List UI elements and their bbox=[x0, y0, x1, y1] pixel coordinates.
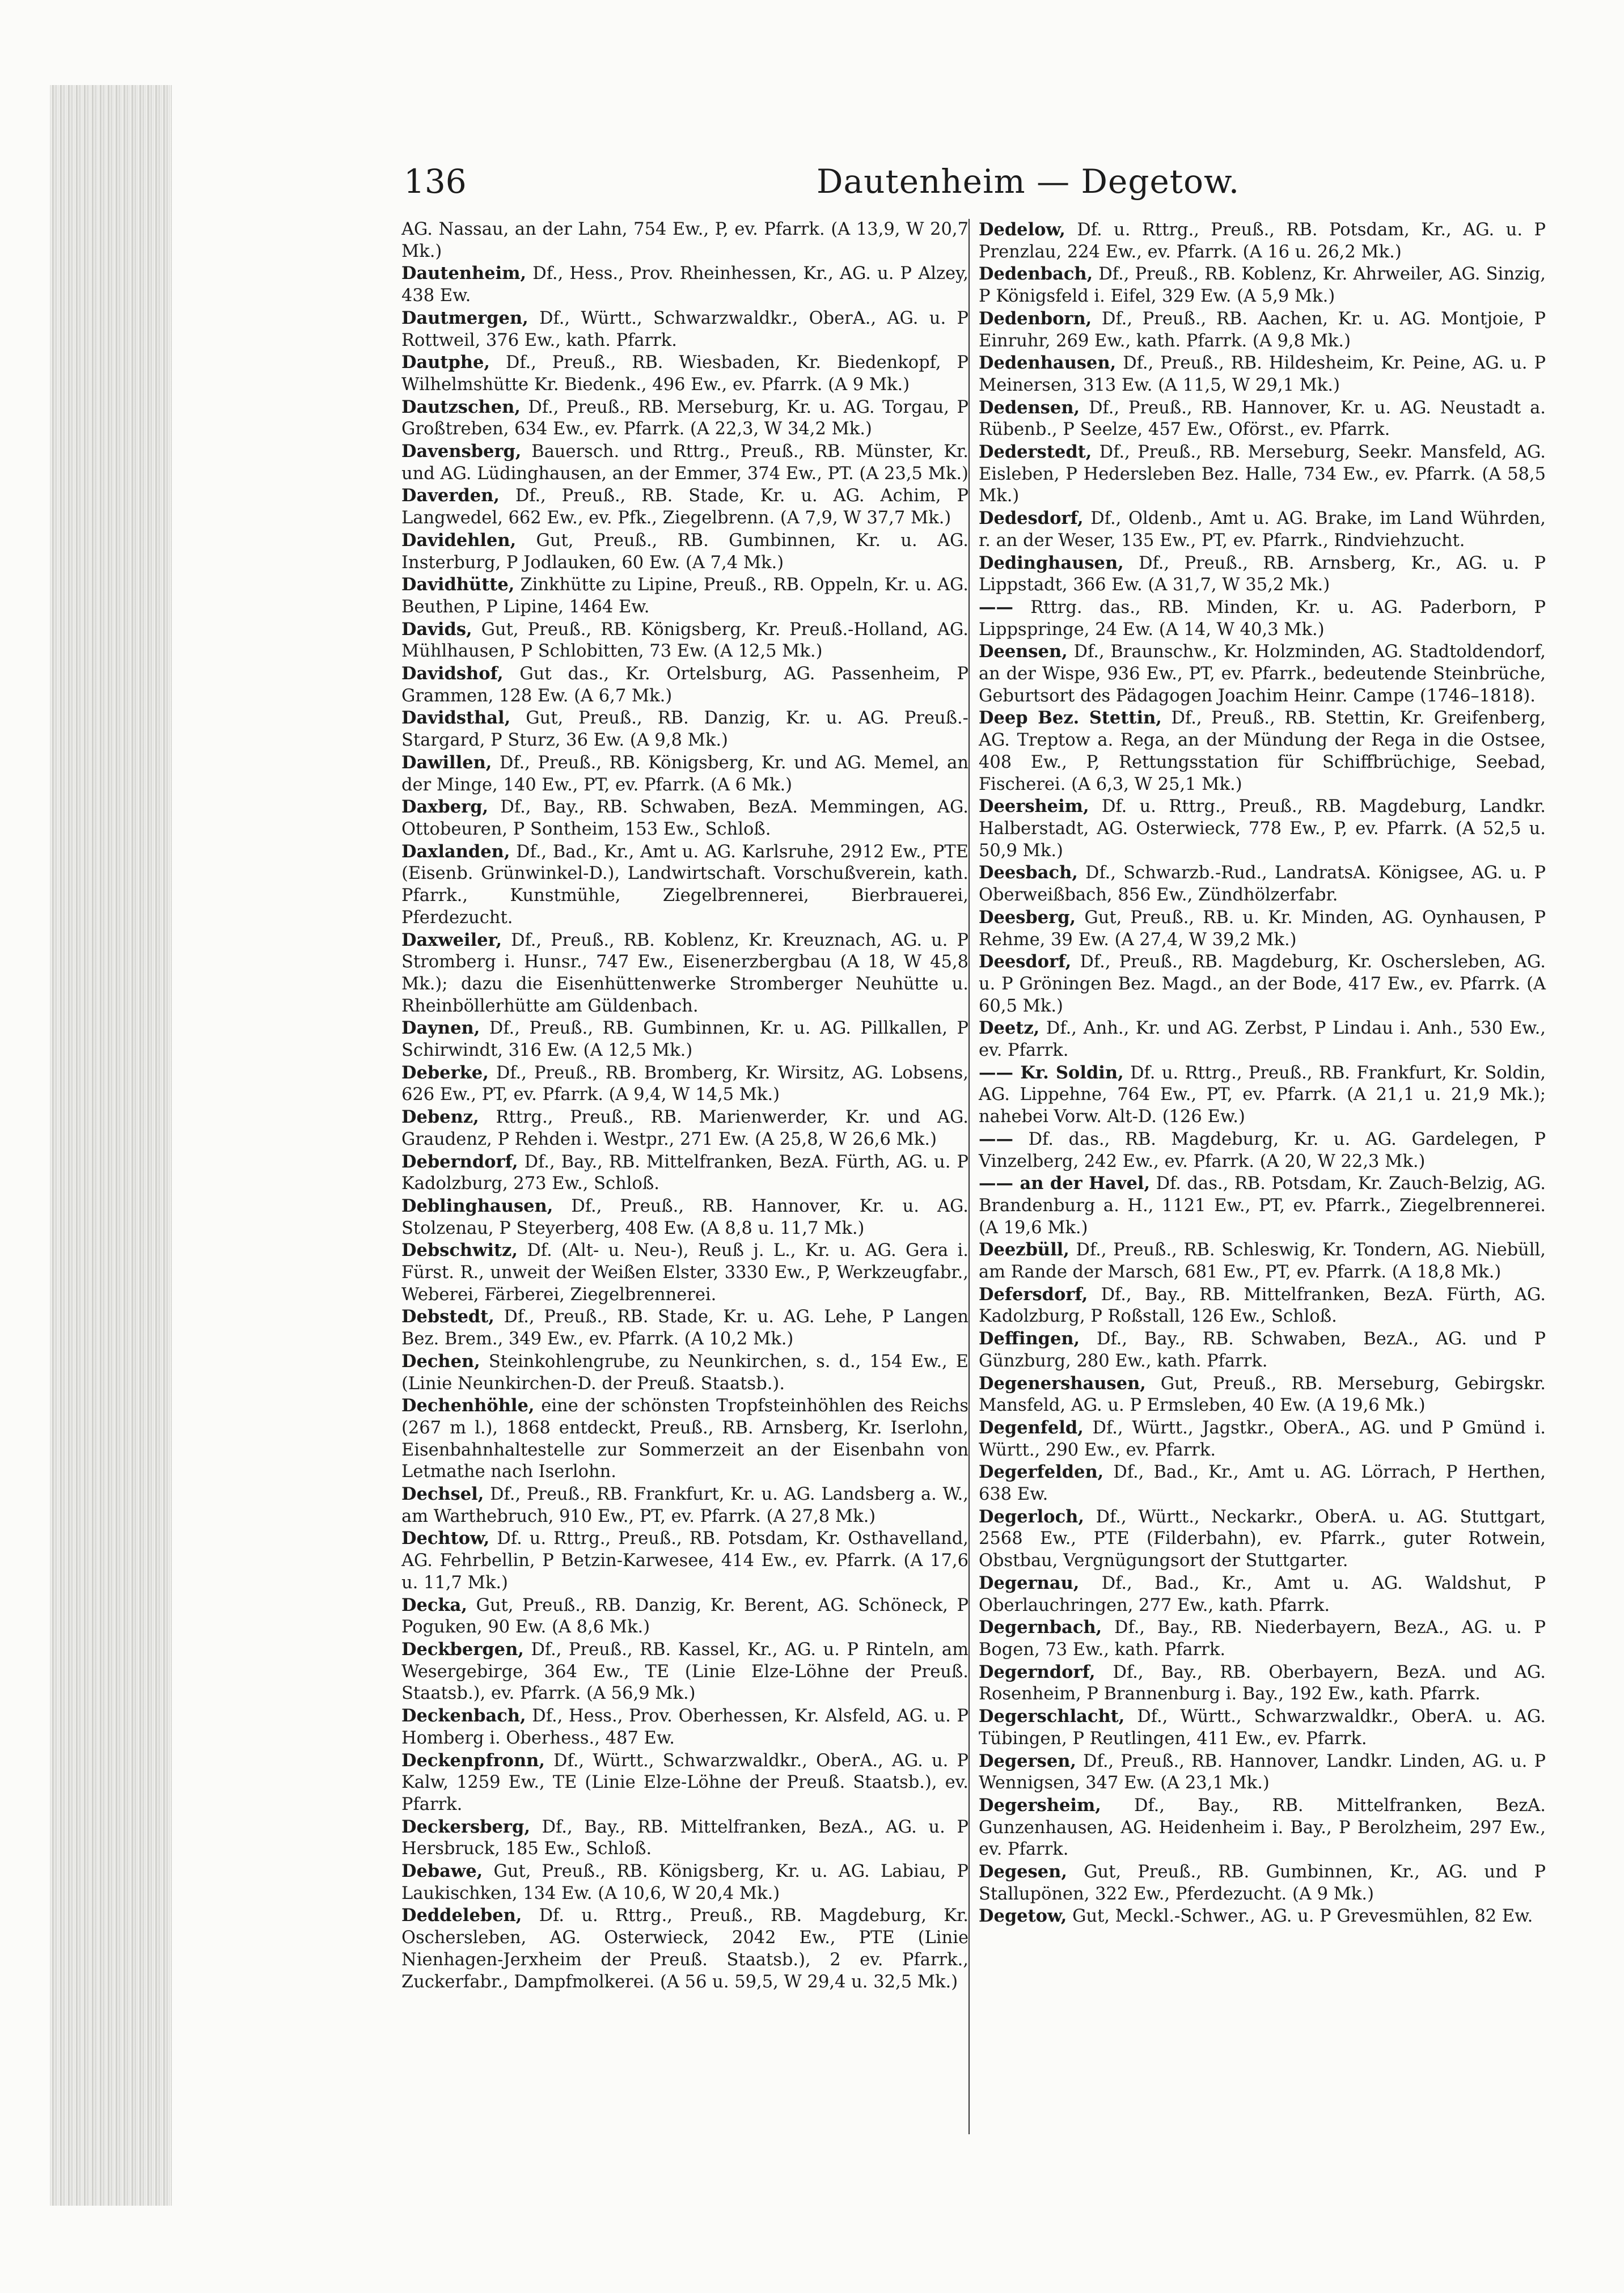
gazetteer-entry bbox=[401, 263, 969, 307]
gazetteer-entry bbox=[979, 1750, 1546, 1795]
entry-text: Df., Preuß., RB. Schleswig, Kr. Tondern, AG. Niebüll, am Rande der Marsch, 681 Ew., PT, ev. Pfarrk. (A 18,8 Mk.) bbox=[979, 1240, 1546, 1283]
entry-text: Df., Bay., RB. Mittelfranken, BezA., AG. u. P Hersbruck, 185 Ew., Schloß. bbox=[401, 1817, 969, 1859]
entry-text: Gut das., Kr. Ortelsburg, AG. Passenheim, P Grammen, 128 Ew. (A 6,7 Mk.) bbox=[401, 664, 969, 706]
gazetteer-entry bbox=[401, 574, 969, 618]
entry-text: Df., Bay., RB. Oberbayern, BezA. und AG. Rosenheim, P Brannenburg i. Bay., 192 Ew., kath. Pfarrk. bbox=[979, 1662, 1546, 1704]
column-divider bbox=[969, 219, 970, 2134]
gazetteer-entry bbox=[979, 1239, 1546, 1283]
entry-text: Df., Württ., Schwarzwaldkr., OberA., AG. u. P Rottweil, 376 Ew., kath. Pfarrk. bbox=[401, 308, 969, 350]
entry-text: Df., Preuß., RB. Kassel, Kr., AG. u. P Rinteln, am Wesergebirge, 364 Ew., TE (Linie Elze-Löhne der Preuß. Staatsb.), ev. Pfarrk. (A 56,9 Mk.) bbox=[401, 1640, 969, 1704]
entry-text: Df., Preuß., RB. Königsberg, Kr. und AG. Memel, an der Minge, 140 Ew., PT, ev. Pfarrk. (A 6 Mk.) bbox=[401, 752, 969, 795]
entry-headword: Deckbergen, bbox=[401, 1639, 524, 1660]
entry-headword: Deddeleben, bbox=[401, 1905, 522, 1926]
gazetteer-entry bbox=[979, 397, 1546, 441]
gazetteer-entry bbox=[979, 1661, 1546, 1706]
entry-text: Df., Bad., Kr., Amt u. AG. Karlsruhe, 2912 Ew., PTE (Eisenb. Grünwinkel-D.), Landwirtschaft. Vorschußverein, kath. Pfarrk., Kunstmühle, Ziegelbrennerei, Bierbrauerei, Pferdezucht. bbox=[401, 841, 969, 928]
entry-headword: Dechtow, bbox=[401, 1528, 490, 1549]
entry-text: Df., Hess., Prov. Oberhessen, Kr. Alsfeld, AG. u. P Homberg i. Oberhess., 487 Ew. bbox=[401, 1706, 969, 1748]
entry-headword: Deckersberg, bbox=[401, 1816, 530, 1837]
gazetteer-entry bbox=[401, 1395, 969, 1483]
entry-text: AG. Nassau, an der Lahn, 754 Ew., P, ev. Pfarrk. (A 13,9, W 20,7 Mk.) bbox=[401, 219, 969, 261]
entry-headword: Dedelow, bbox=[979, 219, 1065, 240]
gazetteer-entry bbox=[979, 1861, 1546, 1905]
entry-text: Df., Württ., Schwarzwaldkr., OberA., AG. u. P Kalw, 1259 Ew., TE (Linie Elze-Löhne der Preuß. Staatsb.), ev. Pfarrk. bbox=[401, 1750, 969, 1814]
entry-text: Df., Preuß., RB. Merseburg, Seekr. Mansfeld, AG. Eisleben, P Hedersleben Bez. Halle, 734 Ew., ev. Pfarrk. (A 58,5 Mk.) bbox=[979, 442, 1546, 506]
entry-headword: Deesbach, bbox=[979, 862, 1078, 883]
entry-text: Df., Preuß., RB. Hildesheim, Kr. Peine, AG. u. P Meinersen, 313 Ew. (A 11,5, W 29,1 Mk.) bbox=[979, 353, 1546, 395]
page-number: 136 bbox=[404, 162, 467, 201]
right-column bbox=[979, 219, 1546, 1928]
entry-text: Df., Preuß., RB. Wiesbaden, Kr. Biedenkopf, P Wilhelmshütte Kr. Biedenk., 496 Ew., ev. Pfarrk. (A 9 Mk.) bbox=[401, 353, 969, 395]
entry-headword: Dedenhausen, bbox=[979, 353, 1116, 374]
entry-headword: Dederstedt, bbox=[979, 442, 1092, 463]
gazetteer-entry bbox=[979, 1617, 1546, 1661]
entry-text: Df., Bad., Kr., Amt u. AG. Waldshut, P Oberlauchringen, 277 Ew., kath. Pfarrk. bbox=[979, 1573, 1546, 1615]
gazetteer-entry bbox=[401, 1860, 969, 1905]
entry-text: Gut, Meckl.-Schwer., AG. u. P Grevesmühlen, 82 Ew. bbox=[1067, 1906, 1533, 1927]
entry-headword: Deblinghausen, bbox=[401, 1195, 553, 1216]
entry-text: Df., Bay., RB. Mittelfranken, BezA. Fürth, AG. u. P Kadolzburg, 273 Ew., Schloß. bbox=[401, 1152, 969, 1194]
entry-text: Gut, Preuß., RB. Königsberg, Kr. u. AG. Labiau, P Laukischken, 134 Ew. (A 10,6, W 20,4 Mk.) bbox=[401, 1862, 969, 1903]
entry-text: Gut, Preuß., RB. Gumbinnen, Kr., AG. und P Stallupönen, 322 Ew., Pferdezucht. (A 9 Mk.) bbox=[979, 1862, 1546, 1904]
running-head: Dautenheim — Degetow. bbox=[817, 162, 1240, 201]
entry-text: Df. u. Rttrg., Preuß., RB. Magdeburg, Landkr. Halberstadt, AG. Osterwieck, 778 Ew., P, ev. Pfarrk. (A 52,5 u. 50,9 Mk.) bbox=[979, 797, 1546, 861]
entry-text: Df., Bay., RB. Schwaben, BezA., AG. und P Günzburg, 280 Ew., kath. Pfarrk. bbox=[979, 1329, 1546, 1371]
gazetteer-entry bbox=[401, 1705, 969, 1749]
gazetteer-entry bbox=[401, 485, 969, 529]
entry-text: Df., Preuß., RB. Gumbinnen, Kr. u. AG. Pillkallen, P Schirwindt, 316 Ew. (A 12,5 Mk.) bbox=[401, 1018, 969, 1061]
entry-headword: Dedinghausen, bbox=[979, 552, 1124, 573]
entry-headword: Deckenpfronn, bbox=[401, 1750, 545, 1771]
entry-headword: Deberndorf, bbox=[401, 1151, 518, 1172]
gazetteer-entry bbox=[979, 552, 1546, 596]
gazetteer-entry bbox=[979, 951, 1546, 1017]
entry-text: Df., Bay., RB. Niederbayern, BezA., AG. u. P Bogen, 73 Ew., kath. Pfarrk. bbox=[979, 1618, 1546, 1660]
entry-text: Df. das., RB. Potsdam, Kr. Zauch-Belzig, AG. Brandenburg a. H., 1121 Ew., PT, ev. Pfarrk., Ziegelbrennerei. (A 19,6 Mk.) bbox=[979, 1174, 1546, 1238]
entry-text: Df. u. Rttrg., Preuß., RB. Magdeburg, Kr. Oschersleben, AG. Osterwieck, 2042 Ew., PTE (Linie Nienhagen-Jerxheim der Preuß. Staatsb.), 2 ev. Pfarrk., Zuckerfabr., Dampfmolkerei. (A 56 u. 59,5, W 29,4 u. 32,5 Mk.) bbox=[401, 1906, 969, 1992]
entry-headword: Davids, bbox=[401, 619, 472, 640]
entry-headword: Davidshof, bbox=[401, 663, 504, 684]
entry-text: Df., Preuß., RB. Merseburg, Kr. u. AG. Torgau, P Großtreben, 634 Ew., ev. Pfarrk. (A 22,3, W 34,2 Mk.) bbox=[401, 397, 969, 439]
gazetteer-entry bbox=[401, 752, 969, 796]
gazetteer-entry bbox=[401, 929, 969, 1018]
gazetteer-entry bbox=[979, 1795, 1546, 1861]
entry-text: Df., Preuß., RB. Koblenz, Kr. Ahrweiler, AG. Sinzig, P Königsfeld i. Eifel, 329 Ew. (A 5,9 Mk.) bbox=[979, 264, 1546, 307]
gazetteer-entry bbox=[979, 707, 1546, 796]
gazetteer-entry bbox=[401, 1106, 969, 1150]
entry-text: Df., Preuß., RB. Hannover, Kr. u. AG. Neustadt a. Rübenb., P Seelze, 457 Ew., Oförst., ev. Pfarrk. bbox=[979, 397, 1546, 440]
gazetteer-entry bbox=[401, 219, 969, 263]
book-binding-edge bbox=[50, 85, 172, 2206]
gazetteer-entry bbox=[401, 1594, 969, 1639]
gazetteer-entry bbox=[979, 308, 1546, 352]
gazetteer-entry bbox=[979, 1017, 1546, 1061]
entry-headword: Degersen, bbox=[979, 1750, 1077, 1771]
entry-headword: Dedesdorf, bbox=[979, 508, 1084, 529]
gazetteer-entry bbox=[401, 619, 969, 663]
entry-headword: Daxlanden, bbox=[401, 841, 510, 862]
entry-headword: Dedensen, bbox=[979, 397, 1080, 418]
gazetteer-entry bbox=[979, 1284, 1546, 1328]
entry-text: Df., Württ., Schwarzwaldkr., OberA. u. AG. Tübingen, P Reutlingen, 411 Ew., ev. Pfarrk. bbox=[979, 1707, 1546, 1749]
entry-text: Gut, Preuß., RB. Danzig, Kr. Berent, AG. Schöneck, P Poguken, 90 Ew. (A 8,6 Mk.) bbox=[401, 1595, 969, 1638]
entry-headword: Daxweiler, bbox=[401, 929, 502, 950]
entry-headword: Dautmergen, bbox=[401, 307, 528, 328]
entry-text: Df., Preuß., RB. Stettin, Kr. Greifenberg, AG. Treptow a. Rega, an der Mündung der Rega in die Ostsee, 408 Ew., P, Rettungsstation für Schiffbrüchige, Seebad, Fischerei. (A 6,3, W 25,1 Mk.) bbox=[979, 708, 1546, 794]
entry-text: Df., Hess., Prov. Rheinhessen, Kr., AG. u. P Alzey, 438 Ew. bbox=[401, 264, 969, 306]
gazetteer-entry bbox=[401, 707, 969, 751]
gazetteer-entry bbox=[979, 1417, 1546, 1461]
entry-text: Df., Württ., Jagstkr., OberA., AG. und P Gmünd i. Württ., 290 Ew., ev. Pfarrk. bbox=[979, 1418, 1546, 1460]
entry-text: Df., Württ., Neckarkr., OberA. u. AG. Stuttgart, 2568 Ew., PTE (Filderbahn), ev. Pfarrk., guter Rotwein, Obstbau, Vergnügungsort der Stuttgarter. bbox=[979, 1507, 1546, 1571]
entry-headword: Davidehlen, bbox=[401, 530, 517, 551]
gazetteer-entry bbox=[979, 441, 1546, 507]
entry-text: Df., Preuß., RB. Bromberg, Kr. Wirsitz, AG. Lobsens, 626 Ew., PT, ev. Pfarrk. (A 9,4, W 14,5 Mk.) bbox=[401, 1063, 969, 1105]
gazetteer-entry bbox=[401, 1528, 969, 1594]
entry-headword: Degetow, bbox=[979, 1906, 1067, 1927]
entry-headword: Degerschlacht, bbox=[979, 1706, 1125, 1727]
entry-headword: Deberke, bbox=[401, 1062, 489, 1083]
entry-headword: Degenershausen, bbox=[979, 1373, 1146, 1394]
entry-headword: Debenz, bbox=[401, 1107, 479, 1128]
entry-headword: Deezbüll, bbox=[979, 1239, 1069, 1260]
entry-text: Df., Preuß., RB. Frankfurt, Kr. u. AG. Landsberg a. W., am Warthebruch, 910 Ew., PT, ev. Pfarrk. (A 27,8 Mk.) bbox=[401, 1484, 969, 1526]
gazetteer-entry bbox=[401, 1017, 969, 1061]
entry-headword: Degernbach, bbox=[979, 1617, 1102, 1638]
entry-text: Df., Bay., RB. Schwaben, BezA. Memmingen, AG. Ottobeuren, P Sontheim, 153 Ew., Schloß. bbox=[401, 797, 969, 839]
entry-text: Df. das., RB. Magdeburg, Kr. u. AG. Gardelegen, P Vinzelberg, 242 Ew., ev. Pfarrk. (A 20, W 22,3 Mk.) bbox=[979, 1129, 1546, 1171]
entry-text: Df. u. Rttrg., Preuß., RB. Potsdam, Kr. Osthavelland, AG. Fehrbellin, P Betzin-Karwesee, 414 Ew., ev. Pfarrk. (A 17,6 u. 11,7 Mk.) bbox=[401, 1529, 969, 1593]
gazetteer-entry bbox=[979, 1706, 1546, 1750]
gazetteer-entry bbox=[979, 796, 1546, 862]
entry-headword: Dautphe, bbox=[401, 352, 490, 373]
gazetteer-entry bbox=[401, 1905, 969, 1993]
entry-text: Df. u. Rttrg., Preuß., RB. Frankfurt, Kr. Soldin, AG. Lippehne, 764 Ew., PT, ev. Pfarrk. (A 21,1 u. 21,9 Mk.); nahebei Vorw. Alt-D. (126 Ew.) bbox=[979, 1063, 1546, 1127]
gazetteer-entry bbox=[401, 1351, 969, 1395]
gazetteer-entry bbox=[979, 1506, 1546, 1572]
entry-headword: —— bbox=[979, 596, 1013, 617]
gazetteer-entry bbox=[979, 507, 1546, 552]
gazetteer-entry bbox=[979, 907, 1546, 951]
entry-text: Df., Anh., Kr. und AG. Zerbst, P Lindau i. Anh., 530 Ew., ev. Pfarrk. bbox=[979, 1018, 1546, 1061]
gazetteer-entry bbox=[979, 263, 1546, 307]
entry-headword: Dautenheim, bbox=[401, 263, 527, 284]
entry-text: Df., Oldenb., Amt u. AG. Brake, im Land Wührden, r. an der Weser, 135 Ew., PT, ev. Pfarrk., Rindviehzucht. bbox=[979, 509, 1546, 551]
entry-text: Gut, Preuß., RB. Danzig, Kr. u. AG. Preuß.-Stargard, P Sturz, 36 Ew. (A 9,8 Mk.) bbox=[401, 708, 969, 751]
entry-text: eine der schönsten Tropfsteinhöhlen des Reichs (267 m l.), 1868 entdeckt, Preuß., RB. Arnsberg, Kr. Iserlohn, Eisenbahnhaltestelle zur Sommerzeit an der Eisenbahn von Letmathe nach Iserlohn. bbox=[401, 1396, 969, 1482]
gazetteer-entry bbox=[401, 1639, 969, 1705]
entry-text: Rttrg., Preuß., RB. Marienwerder, Kr. und AG. Graudenz, P Rehden i. Westpr., 271 Ew. (A 25,8, W 26,6 Mk.) bbox=[401, 1107, 969, 1149]
gazetteer-entry bbox=[979, 1373, 1546, 1417]
entry-text: Steinkohlengrube, zu Neunkirchen, s. d., 154 Ew., E (Linie Neunkirchen-D. der Preuß. Staatsb.). bbox=[401, 1351, 969, 1394]
entry-headword: Deffingen, bbox=[979, 1329, 1080, 1349]
entry-headword: Dautzschen, bbox=[401, 396, 521, 417]
entry-text: Df., Preuß., RB. Hannover, Kr. u. AG. Stolzenau, P Steyerberg, 408 Ew. (A 8,8 u. 11,7 Mk.) bbox=[401, 1196, 969, 1238]
gazetteer-entry bbox=[979, 862, 1546, 906]
gazetteer-entry bbox=[401, 1483, 969, 1528]
entry-headword: —— an der Havel, bbox=[979, 1173, 1151, 1194]
entry-text: Zinkhütte zu Lipine, Preuß., RB. Oppeln, Kr. u. AG. Beuthen, P Lipine, 1464 Ew. bbox=[401, 575, 969, 617]
gazetteer-entry bbox=[979, 641, 1546, 707]
entry-text: Df., Preuß., RB. Stade, Kr. u. AG. Lehe, P Langen Bez. Brem., 349 Ew., ev. Pfarrk. (A 10,2 Mk.) bbox=[401, 1307, 969, 1349]
gazetteer-entry bbox=[979, 1572, 1546, 1617]
gazetteer-entry bbox=[979, 1905, 1546, 1928]
entry-text: Bauersch. und Rttrg., Preuß., RB. Münster, Kr. und AG. Lüdinghausen, an der Emmer, 374 Ew., PT. (A 23,5 Mk.) bbox=[401, 442, 969, 484]
entry-headword: Deersheim, bbox=[979, 796, 1089, 817]
entry-text: Gut, Preuß., RB. u. Kr. Minden, AG. Oynhausen, P Rehme, 39 Ew. (A 27,4, W 39,2 Mk.) bbox=[979, 907, 1546, 950]
entry-headword: Degerndorf, bbox=[979, 1661, 1096, 1682]
entry-headword: Daynen, bbox=[401, 1018, 480, 1039]
entry-headword: Daxberg, bbox=[401, 797, 489, 818]
entry-text: Df. (Alt- u. Neu-), Reuß j. L., Kr. u. AG. Gera i. Fürst. R., unweit der Weißen Elster, 3330 Ew., P, Werkzeugfabr., Weberei, Färberei, Ziegelbrennerei. bbox=[401, 1241, 969, 1305]
gazetteer-entry bbox=[401, 796, 969, 840]
entry-text: Df., Preuß., RB. Magdeburg, Kr. Oschersleben, AG. u. P Gröningen Bez. Magd., an der Bode, 417 Ew., ev. Pfarrk. (A 60,5 Mk.) bbox=[979, 952, 1546, 1016]
entry-text: Df., Bad., Kr., Amt u. AG. Lörrach, P Herthen, 638 Ew. bbox=[979, 1462, 1546, 1505]
entry-headword: Degesen, bbox=[979, 1862, 1067, 1882]
entry-headword: Dedenborn, bbox=[979, 308, 1092, 329]
entry-headword: Deetz, bbox=[979, 1018, 1040, 1039]
entry-headword: Dawillen, bbox=[401, 752, 492, 773]
gazetteer-entry bbox=[401, 396, 969, 441]
entry-text: Df., Preuß., RB. Koblenz, Kr. Kreuznach, AG. u. P Stromberg i. Hunsr., 747 Ew., Eisenerzbergbau (A 18, W 45,8 Mk.); dazu die Eisenhüttenwerke Stromberger Neuhütte u. Rheinböllerhütte am Güldenbach. bbox=[401, 930, 969, 1016]
gazetteer-entry bbox=[401, 352, 969, 396]
gazetteer-entry bbox=[401, 307, 969, 352]
entry-headword: Debawe, bbox=[401, 1861, 483, 1882]
entry-headword: Deckenbach, bbox=[401, 1706, 526, 1727]
gazetteer-entry bbox=[979, 1173, 1546, 1239]
entry-text: Df., Bay., RB. Mittelfranken, BezA. Gunzenhausen, AG. Heidenheim i. Bay., P Berolzheim, 297 Ew., ev. Pfarrk. bbox=[979, 1795, 1546, 1860]
entry-headword: Dechsel, bbox=[401, 1484, 484, 1505]
entry-headword: Davidhütte, bbox=[401, 574, 515, 595]
entry-headword: Dechen, bbox=[401, 1351, 480, 1372]
gazetteer-entry bbox=[979, 596, 1546, 641]
gazetteer-entry bbox=[401, 441, 969, 485]
entry-text: Df., Braunschw., Kr. Holzminden, AG. Stadtoldendorf, an der Wispe, 936 Ew., PT, ev. Pfarrk., bedeutende Steinbrüche, Geburtsort des Pädagogen Joachim Heinr. Campe (1746–1818). bbox=[979, 642, 1546, 706]
gazetteer-entry bbox=[401, 1306, 969, 1350]
gazetteer-entry bbox=[401, 841, 969, 929]
gazetteer-entry bbox=[979, 219, 1546, 263]
entry-headword: Debschwitz, bbox=[401, 1240, 518, 1261]
entry-text: Df., Preuß., RB. Hannover, Landkr. Linden, AG. u. P Wennigsen, 347 Ew. (A 23,1 Mk.) bbox=[979, 1751, 1546, 1793]
entry-headword: Davidsthal, bbox=[401, 708, 511, 729]
entry-text: Df., Schwarzb.-Rud., LandratsA. Königsee, AG. u. P Oberweißbach, 856 Ew., Zündhölzerfabr. bbox=[979, 863, 1546, 906]
gazetteer-entry bbox=[979, 1128, 1546, 1173]
entry-headword: Dechenhöhle, bbox=[401, 1395, 535, 1416]
entry-headword: Degersheim, bbox=[979, 1795, 1101, 1816]
gazetteer-entry bbox=[401, 663, 969, 707]
gazetteer-entry bbox=[401, 1816, 969, 1860]
gazetteer-entry bbox=[401, 530, 969, 574]
entry-headword: Dedenbach, bbox=[979, 264, 1093, 285]
entry-text: Df. u. Rttrg., Preuß., RB. Potsdam, Kr., AG. u. P Prenzlau, 224 Ew., ev. Pfarrk. (A 16 u. 26,2 Mk.) bbox=[979, 220, 1546, 262]
entry-headword: Degernau, bbox=[979, 1572, 1080, 1593]
gazetteer-entry bbox=[979, 1461, 1546, 1505]
entry-headword: Debstedt, bbox=[401, 1306, 494, 1327]
entry-headword: —— bbox=[979, 1128, 1013, 1149]
entry-headword: Defersdorf, bbox=[979, 1284, 1088, 1305]
entry-headword: Degenfeld, bbox=[979, 1417, 1084, 1438]
entry-headword: Deep Bez. Stettin, bbox=[979, 708, 1162, 729]
entry-headword: Daverden, bbox=[401, 485, 500, 506]
entry-text: Df., Preuß., RB. Arnsberg, Kr., AG. u. P Lippstadt, 366 Ew. (A 31,7, W 35,2 Mk.) bbox=[979, 553, 1546, 595]
gazetteer-entry bbox=[401, 1239, 969, 1306]
gazetteer-entry bbox=[979, 1062, 1546, 1128]
entry-headword: Degerfelden, bbox=[979, 1462, 1104, 1483]
entry-headword: —— Kr. Soldin, bbox=[979, 1062, 1124, 1083]
entry-headword: Davensberg, bbox=[401, 441, 522, 462]
gazetteer-entry bbox=[401, 1195, 969, 1239]
gazetteer-entry bbox=[979, 1328, 1546, 1372]
entry-headword: Deensen, bbox=[979, 641, 1068, 662]
entry-text: Gut, Preuß., RB. Merseburg, Gebirgskr. Mansfeld, AG. u. P Ermsleben, 40 Ew. (A 19,6 Mk.) bbox=[979, 1373, 1546, 1416]
entry-text: Df., Preuß., RB. Aachen, Kr. u. AG. Montjoie, P Einruhr, 269 Ew., kath. Pfarrk. (A 9,8 Mk.) bbox=[979, 308, 1546, 351]
entry-text: Gut, Preuß., RB. Königsberg, Kr. Preuß.-Holland, AG. Mühlhausen, P Schlobitten, 73 Ew. (A 12,5 Mk.) bbox=[401, 619, 969, 662]
entry-text: Df., Bay., RB. Mittelfranken, BezA. Fürth, AG. Kadolzburg, P Roßstall, 126 Ew., Schloß. bbox=[979, 1284, 1546, 1327]
entry-headword: Deesberg, bbox=[979, 907, 1076, 928]
entry-headword: Degerloch, bbox=[979, 1506, 1084, 1527]
gazetteer-entry bbox=[401, 1750, 969, 1816]
left-column bbox=[401, 219, 969, 1993]
entry-text: Gut, Preuß., RB. Gumbinnen, Kr. u. AG. Insterburg, P Jodlauken, 60 Ew. (A 7,4 Mk.) bbox=[401, 530, 969, 573]
entry-headword: Decka, bbox=[401, 1594, 467, 1615]
gazetteer-entry bbox=[979, 352, 1546, 396]
entry-text: Df., Preuß., RB. Stade, Kr. u. AG. Achim, P Langwedel, 662 Ew., ev. Pfk., Ziegelbrenn. (A 7,9, W 37,7 Mk.) bbox=[401, 486, 969, 528]
gazetteer-entry bbox=[401, 1151, 969, 1195]
gazetteer-entry bbox=[401, 1062, 969, 1106]
entry-headword: Deesdorf, bbox=[979, 951, 1072, 972]
entry-text: Rttrg. das., RB. Minden, Kr. u. AG. Paderborn, P Lippspringe, 24 Ew. (A 14, W 40,3 Mk.) bbox=[979, 597, 1546, 640]
